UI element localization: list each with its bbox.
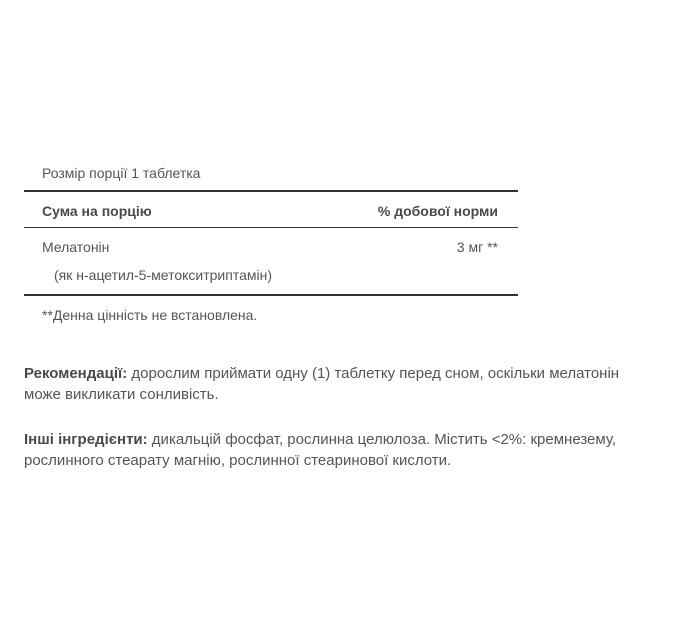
ingredient-row (24, 228, 518, 260)
other-ingredients-text: дикальцій фосфат, рослинна целюлоза. Містить <2%: кремнезему, рослинного стеарату магнію, рослинної стеаринової кислоти. (24, 431, 617, 469)
daily-value-header: % добової норми (377, 203, 498, 219)
recommendations-paragraph (24, 363, 644, 405)
amount-per-serving-header: Сума на порцію (42, 203, 152, 219)
ingredient-form: (як н-ацетил-5-метокситриптамін) (24, 260, 518, 296)
ingredient-amount: 3 мг ** (456, 239, 498, 255)
facts-header-row (24, 192, 518, 228)
recommendations-label: Рекомендації: (24, 365, 128, 382)
ingredient-name: Мелатонін (42, 239, 110, 255)
supplement-facts-table (24, 156, 518, 324)
other-ingredients-label: Інші інгредієнти: (24, 431, 148, 448)
daily-value-footnote: **Денна цінність не встановлена. (42, 307, 258, 323)
recommendations-text: дорослим приймати одну (1) таблетку перед сном, оскільки мелатонін може викликати сонливість. (24, 365, 620, 403)
serving-size: Розмір порції 1 таблетка (24, 156, 518, 192)
other-ingredients-paragraph (24, 429, 644, 471)
